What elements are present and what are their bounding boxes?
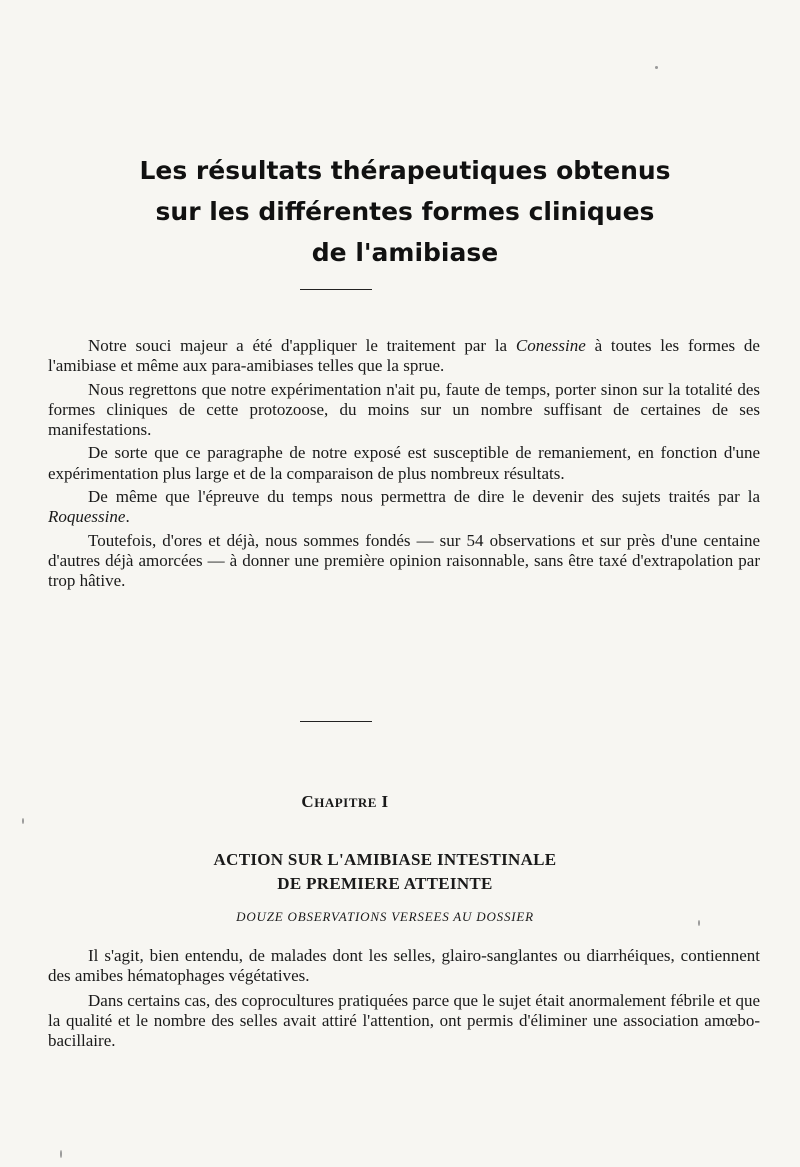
section-paragraph-2: Dans certains cas, des coprocultures pratiquées parce que le sujet était anormalement fébrile et que la qualité et le nombre des selles avait attiré l'attention, ont permis d'éliminer une association amœbo-bacillaire. [48,990,760,1051]
chapter-word: HAPITRE [314,795,377,810]
print-speck [60,1150,62,1158]
chapter-initial: C [301,792,315,811]
section-title-line-2: DE PREMIERE ATTEINTE [277,874,493,893]
intro-text [48,336,760,595]
intro-paragraph-5: Toutefois, d'ores et déjà, nous sommes fondés — sur 54 observations et sur près d'une centaine d'autres déjà amorcées — à donner une première opinion raisonnable, sans être taxé d'extrapolation par trop hâtive. [48,530,760,591]
conessine-term: Conessine [515,336,586,355]
print-speck [655,66,658,69]
chapter-heading [0,792,690,812]
roquessine-term: Roquessine [48,507,126,527]
intro-paragraph-3: De sorte que ce paragraphe de notre exposé est susceptible de remaniement, en fonction d'une expérimentation plus large et de la comparaison de plus nombreux résultats. [48,443,760,483]
print-speck [22,818,24,824]
section-paragraph-1: Il s'agit, bien entendu, de malades dont les selles, glairo-sanglantes ou diarrhéiques, contiennent des amibes hématophages végétatives. [48,946,760,986]
intro-paragraph-2: Nous regrettons que notre expérimentation n'ait pu, faute de temps, porter sinon sur la totalité des formes cliniques de cette protozoose, du moins sur un nombre suffisant de certaines de ses manifestations. [48,379,760,440]
title-line-2: sur les différentes formes cliniques [155,197,655,226]
section-divider [300,721,372,722]
section-subtitle: DOUZE OBSERVATIONS VERSEES AU DOSSIER [236,909,534,924]
page-title [60,150,750,273]
section-text [48,946,760,1055]
section-title [60,848,710,896]
print-speck [698,920,700,926]
intro-paragraph-1: Notre souci majeur a été d'appliquer le traitement par la Conessine à toutes les formes de l'amibiase et même aux para-amibiases telles que la sprue. [48,336,760,376]
chapter-number: I [381,792,389,811]
title-line-1: Les résultats thérapeutiques obtenus [139,156,671,185]
section-title-line-1: ACTION SUR L'AMIBIASE INTESTINALE [213,850,557,869]
title-line-3: de l'amibiase [311,238,499,267]
intro-paragraph-4: De même que l'épreuve du temps nous permettra de dire le devenir des sujets traités par la Roquessine. [48,487,760,527]
title-divider [300,289,372,290]
